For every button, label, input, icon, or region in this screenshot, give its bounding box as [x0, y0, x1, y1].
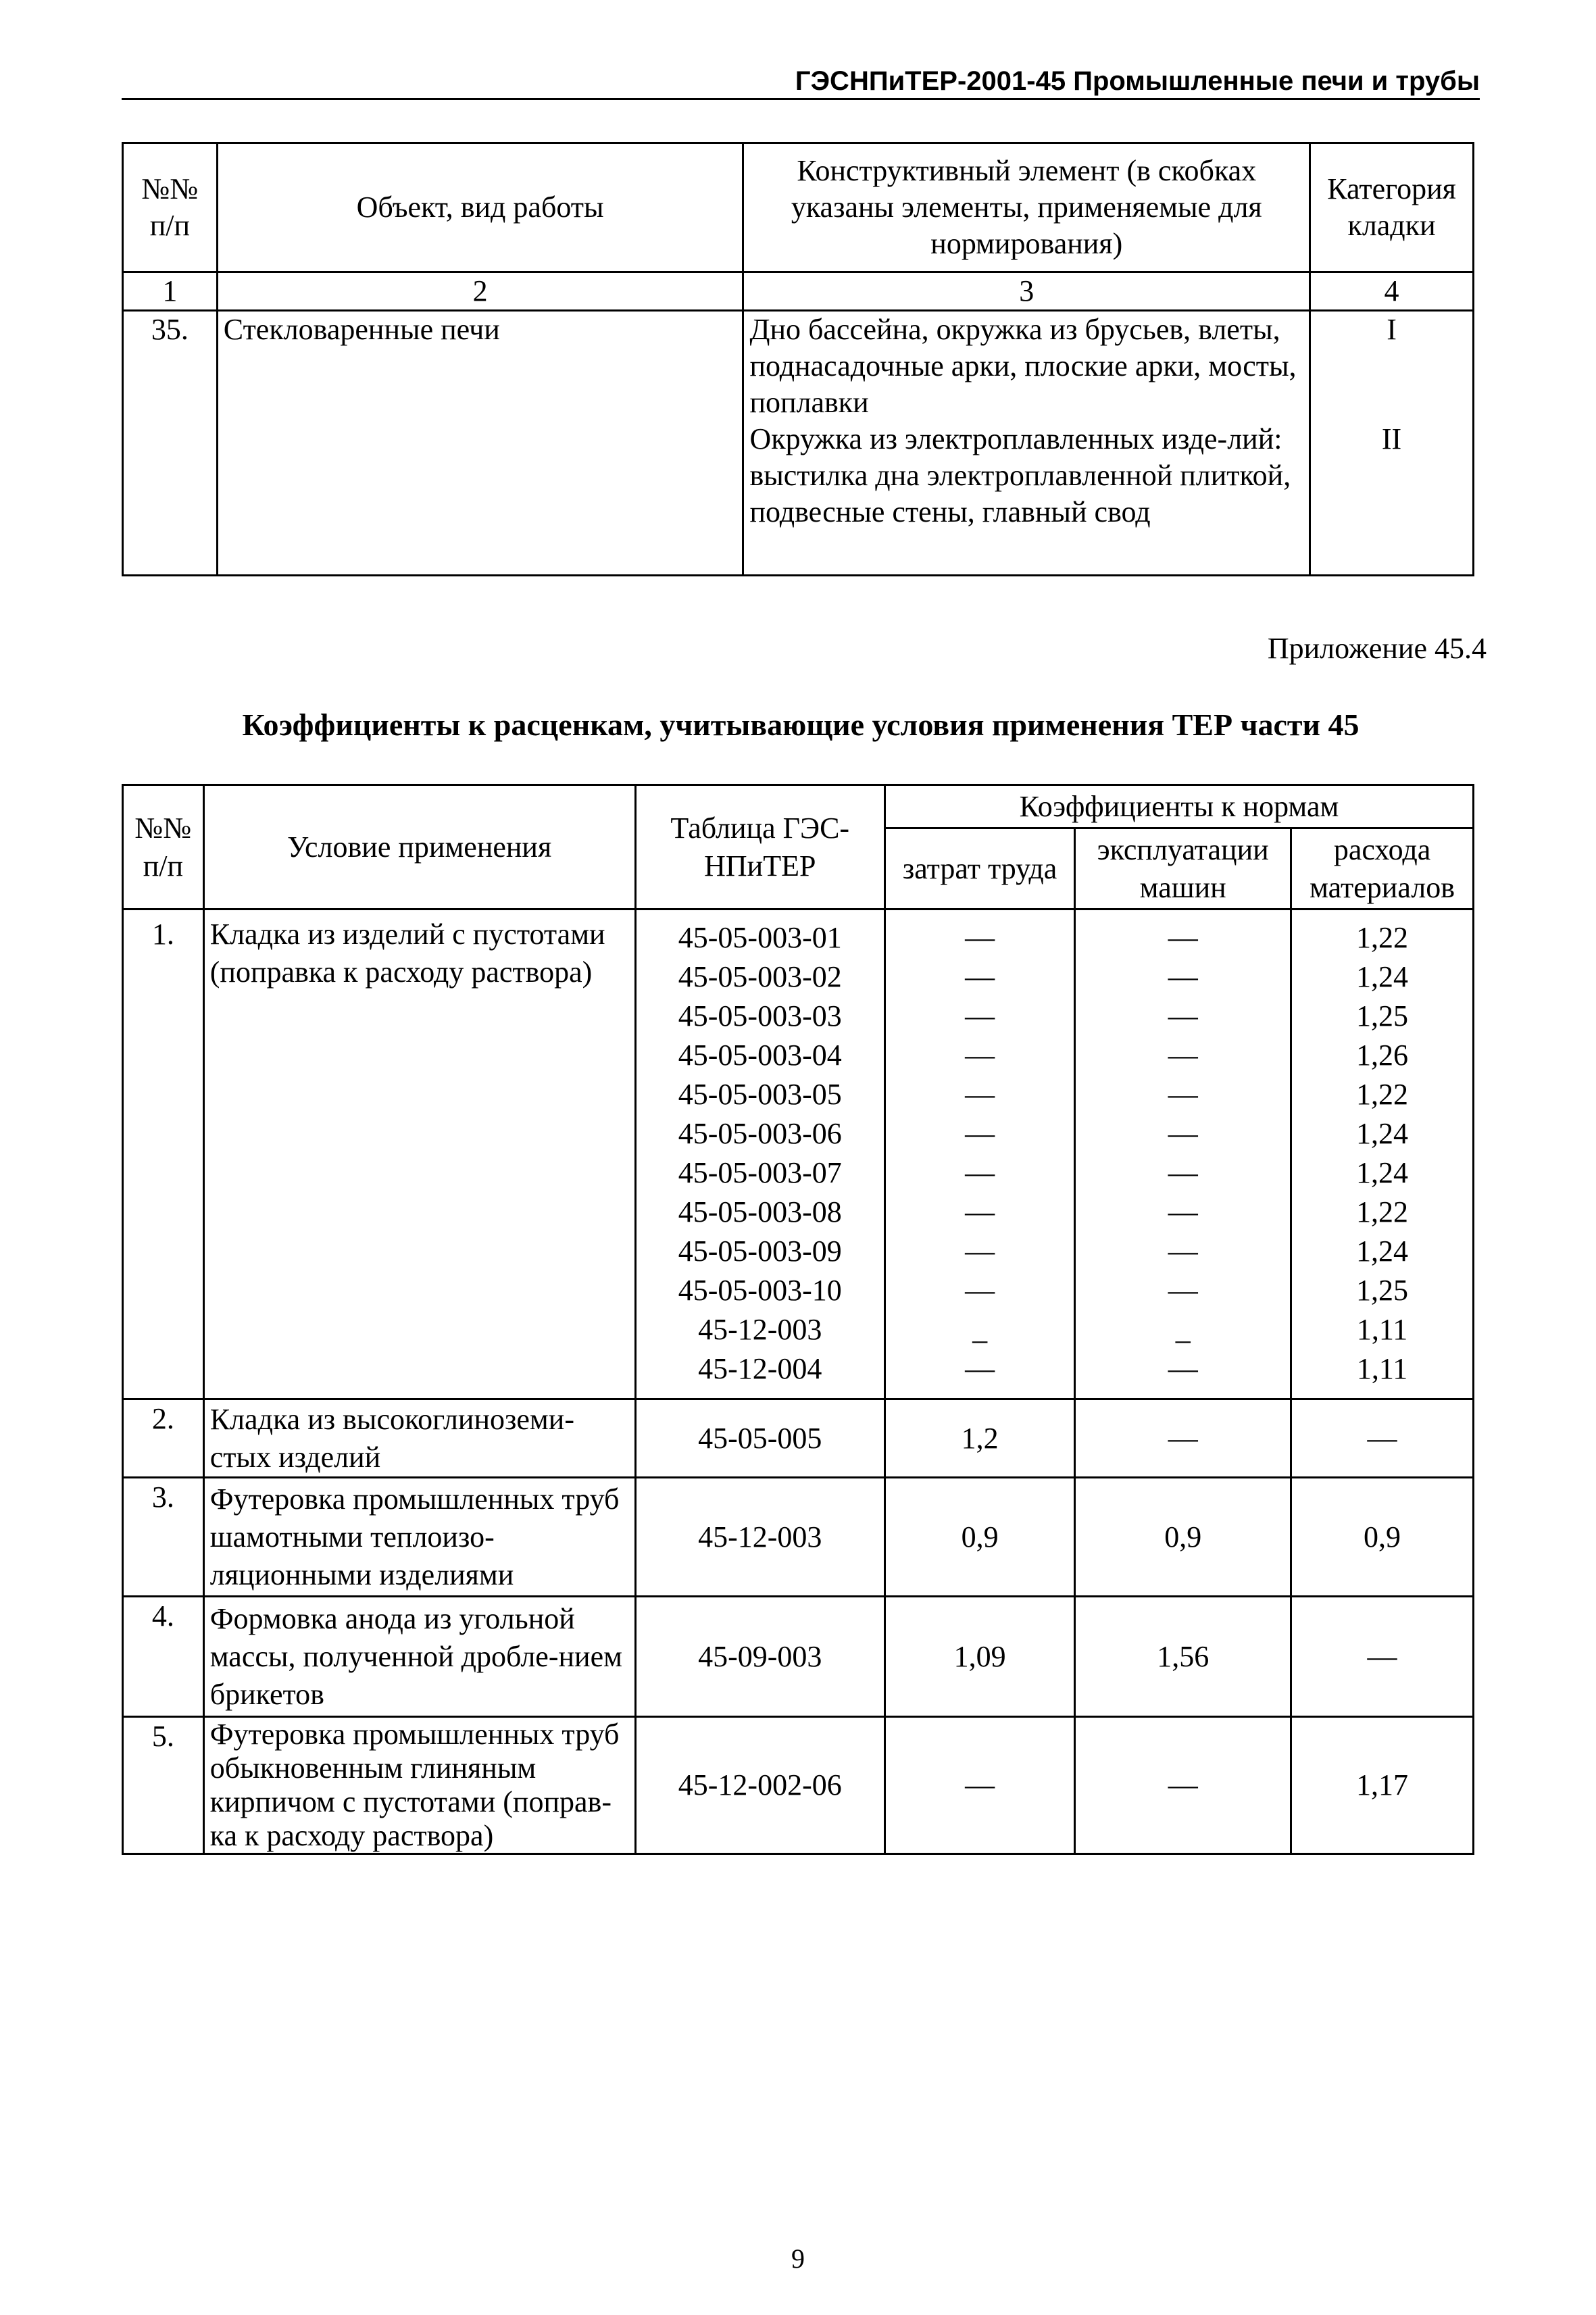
materials-value: 1,24: [1356, 1117, 1409, 1150]
machines-value: 0,9: [1075, 1478, 1291, 1597]
table-ref: 45-05-003-01: [678, 921, 842, 954]
labor-value: —: [965, 1235, 995, 1268]
coefficients-table: [122, 784, 1474, 1855]
materials-value: 1,25: [1356, 1274, 1409, 1307]
row-labor: [884, 910, 1074, 1399]
table-ref: 45-05-003-03: [678, 999, 842, 1032]
labor-value: —: [965, 1078, 995, 1111]
machines-value: 1,56: [1075, 1597, 1291, 1717]
row-condition: Кладка из высокоглиноземи-стых изделий: [203, 1399, 635, 1478]
running-header: ГЭСНПиТЕР-2001-45 Промышленные печи и трубы: [795, 66, 1480, 96]
labor-value: 1,2: [884, 1399, 1074, 1478]
header-machines: эксплуатации машин: [1075, 828, 1291, 910]
col-number: 1: [123, 272, 218, 311]
row-categories: [1310, 311, 1474, 576]
row-table: 45-09-003: [635, 1597, 884, 1717]
labor-value: —: [965, 960, 995, 993]
materials-value: 1,25: [1356, 999, 1409, 1032]
table-ref: 45-12-003: [698, 1313, 822, 1346]
row-num: 5.: [123, 1717, 204, 1854]
header-element: Конструктивный элемент (в скобках указаны элементы, применяемые для нормирования): [743, 143, 1310, 272]
machines-value: —: [1168, 1078, 1198, 1111]
table-header-row: [123, 143, 1474, 272]
row-tables: [635, 910, 884, 1399]
row-num: 3.: [123, 1478, 204, 1597]
machines-value: _: [1175, 1313, 1191, 1346]
row-num: 2.: [123, 1399, 204, 1478]
materials-value: 1,17: [1291, 1717, 1474, 1854]
col-number: 4: [1310, 272, 1474, 311]
col-number: 3: [743, 272, 1310, 311]
labor-value: —: [965, 921, 995, 954]
row-num: 1.: [123, 910, 204, 1399]
row-condition: Футеровка промышленных труб обыкновенным глиняным кирпичом с пустотами (поправ-ка к расходу раствора): [203, 1717, 635, 1854]
table-ref: 45-05-003-05: [678, 1078, 842, 1111]
appendix-label: Приложение 45.4: [1267, 632, 1487, 665]
table-ref: 45-05-003-06: [678, 1117, 842, 1150]
table-ref: 45-05-003-08: [678, 1195, 842, 1228]
header-num: №№ п/п: [123, 785, 204, 910]
labor-value: _: [972, 1313, 988, 1346]
header-divider: [122, 98, 1480, 100]
row-table: 45-12-003: [635, 1478, 884, 1597]
labor-value: —: [965, 1195, 995, 1228]
col-number: 2: [217, 272, 743, 311]
masonry-category-table: [122, 142, 1474, 576]
machines-value: —: [1075, 1399, 1291, 1478]
category-value: II: [1381, 422, 1402, 455]
table-row: [123, 1478, 1474, 1597]
section-title: Коэффициенты к расценкам, учитывающие условия применения ТЕР части 45: [242, 707, 1360, 742]
header-num: №№ п/п: [123, 143, 218, 272]
row-condition: Футеровка промышленных труб шамотными теплоизо-ляционными изделиями: [203, 1478, 635, 1597]
column-number-row: [123, 272, 1474, 311]
labor-value: —: [965, 1117, 995, 1150]
machines-value: —: [1168, 1235, 1198, 1268]
labor-value: 0,9: [884, 1478, 1074, 1597]
labor-value: —: [965, 1352, 995, 1385]
header-coefficients: Коэффициенты к нормам: [884, 785, 1473, 828]
machines-value: —: [1168, 1039, 1198, 1072]
table-header-row: [123, 785, 1474, 828]
table-row: [123, 311, 1474, 576]
row-table: 45-12-002-06: [635, 1717, 884, 1854]
header-object: Объект, вид работы: [217, 143, 743, 272]
row-condition: Кладка из изделий с пустотами (поправка к расходу раствора): [203, 910, 635, 1399]
machines-value: —: [1075, 1717, 1291, 1854]
materials-value: 1,11: [1356, 1313, 1408, 1346]
table-ref: 45-05-003-02: [678, 960, 842, 993]
header-category: Категория кладки: [1310, 143, 1474, 272]
table-row: [123, 910, 1474, 1399]
materials-value: 1,24: [1356, 960, 1409, 993]
machines-value: —: [1168, 1156, 1198, 1189]
labor-value: 1,09: [884, 1597, 1074, 1717]
labor-value: —: [965, 1274, 995, 1307]
machines-value: —: [1168, 1274, 1198, 1307]
row-elements: [743, 311, 1310, 576]
table-ref: 45-12-004: [698, 1352, 822, 1385]
row-materials: [1291, 910, 1474, 1399]
header-materials: расхода материалов: [1291, 828, 1474, 910]
table-row: [123, 1399, 1474, 1478]
labor-value: —: [884, 1717, 1074, 1854]
table-row: [123, 1717, 1474, 1854]
row-num: 35.: [123, 311, 218, 576]
labor-value: —: [965, 1039, 995, 1072]
row-machines: [1075, 910, 1291, 1399]
table-ref: 45-05-003-09: [678, 1235, 842, 1268]
row-num: 4.: [123, 1597, 204, 1717]
materials-value: 0,9: [1291, 1478, 1474, 1597]
materials-value: 1,26: [1356, 1039, 1409, 1072]
labor-value: —: [965, 999, 995, 1032]
table-row: [123, 1597, 1474, 1717]
header-labor: затрат труда: [884, 828, 1074, 910]
page-number: 9: [791, 2243, 805, 2274]
element-entry: Окружка из электроплавленных изде-лий: выстилка дна электроплавленной плиткой, подвесные стены, главный свод: [749, 422, 1291, 528]
materials-value: 1,24: [1356, 1235, 1409, 1268]
table-ref: 45-05-003-04: [678, 1039, 842, 1072]
category-value: I: [1387, 313, 1397, 346]
row-object: Стекловаренные печи: [217, 311, 743, 576]
materials-value: 1,22: [1356, 1195, 1409, 1228]
materials-value: —: [1291, 1597, 1474, 1717]
row-condition: Формовка анода из угольной массы, полученной дробле-нием брикетов: [203, 1597, 635, 1717]
table-ref: 45-05-003-10: [678, 1274, 842, 1307]
materials-value: 1,22: [1356, 1078, 1409, 1111]
table-ref: 45-05-003-07: [678, 1156, 842, 1189]
materials-value: 1,11: [1356, 1352, 1408, 1385]
labor-value: —: [965, 1156, 995, 1189]
machines-value: —: [1168, 1195, 1198, 1228]
header-table: Таблица ГЭС-НПиТЕР: [635, 785, 884, 910]
element-entry: Дно бассейна, окружка из брусьев, влеты, поднасадочные арки, плоские арки, мосты, поплавки: [749, 313, 1297, 419]
materials-value: 1,22: [1356, 921, 1409, 954]
machines-value: —: [1168, 999, 1198, 1032]
row-table: 45-05-005: [635, 1399, 884, 1478]
machines-value: —: [1168, 1117, 1198, 1150]
machines-value: —: [1168, 960, 1198, 993]
machines-value: —: [1168, 921, 1198, 954]
machines-value: —: [1168, 1352, 1198, 1385]
materials-value: 1,24: [1356, 1156, 1409, 1189]
materials-value: —: [1291, 1399, 1474, 1478]
header-condition: Условие применения: [203, 785, 635, 910]
